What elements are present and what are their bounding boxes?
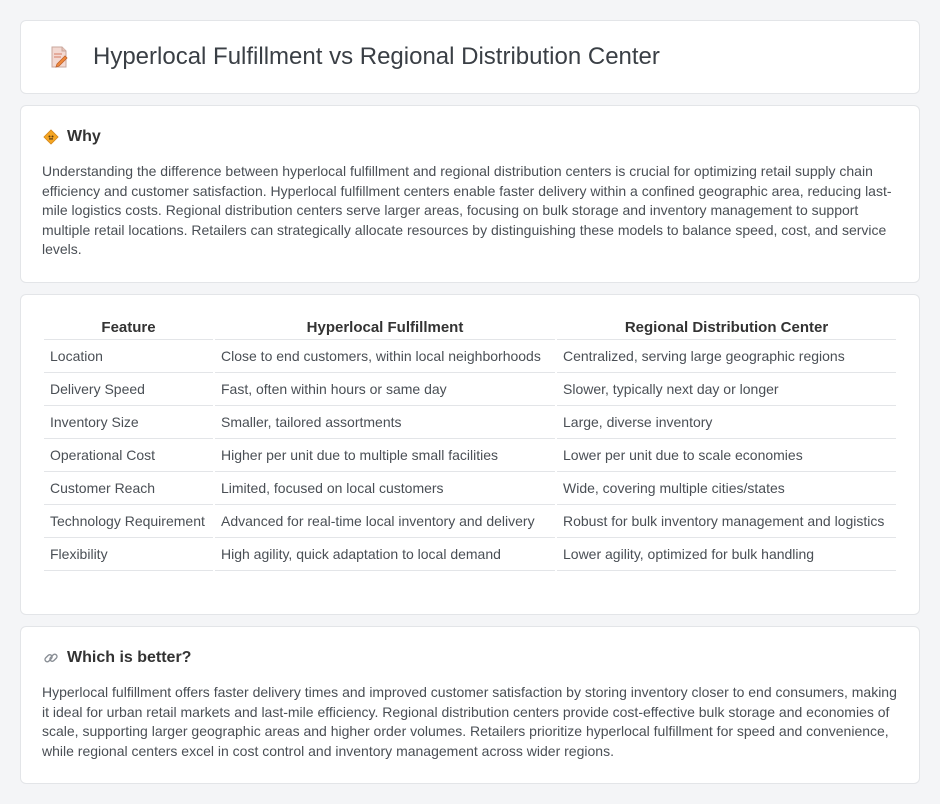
column-header-hyperlocal: Hyperlocal Fulfillment xyxy=(215,317,555,340)
why-title: Why xyxy=(67,128,101,145)
which-heading xyxy=(42,649,898,667)
why-section xyxy=(20,105,920,283)
feature-cell: Flexibility xyxy=(44,538,213,571)
feature-cell: Operational Cost xyxy=(44,439,213,472)
which-text: Hyperlocal fulfillment offers faster delivery times and improved customer satisfaction by storing inventory closer to end consumers, making it ideal for urban retail markets and last-mile efficiency. Regional distribution centers provide cost-effective bulk storage and economies of scale, supporting larger geographic areas and higher order volumes. Retailers prioritize hyperlocal fulfillment for speed and convenience, while regional centers excel in cost control and inventory management across wider regions. xyxy=(42,684,897,759)
hyperlocal-cell: Smaller, tailored assortments xyxy=(215,406,555,439)
table-row xyxy=(44,538,896,571)
diamond-sign-icon xyxy=(42,128,60,146)
hyperlocal-cell: High agility, quick adaptation to local demand xyxy=(215,538,555,571)
header-card xyxy=(20,20,920,94)
regional-cell: Centralized, serving large geographic regions xyxy=(557,340,896,373)
hyperlocal-cell: Limited, focused on local customers xyxy=(215,472,555,505)
hyperlocal-cell: Fast, often within hours or same day xyxy=(215,373,555,406)
regional-cell: Slower, typically next day or longer xyxy=(557,373,896,406)
table-row xyxy=(44,472,896,505)
feature-cell: Customer Reach xyxy=(44,472,213,505)
comparison-table-card xyxy=(20,294,920,615)
regional-cell: Wide, covering multiple cities/states xyxy=(557,472,896,505)
hyperlocal-cell: Close to end customers, within local neighborhoods xyxy=(215,340,555,373)
table-header-row xyxy=(44,317,896,340)
why-text: Understanding the difference between hyperlocal fulfillment and regional distribution centers is crucial for optimizing retail supply chain efficiency and customer satisfaction. Hyperlocal fulfillment centers enable faster delivery within a confined geographic area, reducing last-mile logistics costs. Regional distribution centers serve larger areas, focusing on bulk storage and inventory management to support multiple retail locations. Retailers can strategically allocate resources by distinguishing these models to balance speed, cost, and service levels. xyxy=(42,163,892,258)
regional-cell: Lower per unit due to scale economies xyxy=(557,439,896,472)
table-row xyxy=(44,406,896,439)
hyperlocal-cell: Advanced for real-time local inventory and delivery xyxy=(215,505,555,538)
feature-cell: Delivery Speed xyxy=(44,373,213,406)
column-header-regional: Regional Distribution Center xyxy=(557,317,896,340)
regional-cell: Lower agility, optimized for bulk handling xyxy=(557,538,896,571)
hyperlocal-cell: Higher per unit due to multiple small facilities xyxy=(215,439,555,472)
regional-cell: Robust for bulk inventory management and logistics xyxy=(557,505,896,538)
comparison-table xyxy=(42,317,898,571)
link-icon xyxy=(42,649,60,667)
page-title: Hyperlocal Fulfillment vs Regional Distribution Center xyxy=(93,43,660,70)
why-heading xyxy=(42,128,898,146)
column-header-feature: Feature xyxy=(44,317,213,340)
which-section xyxy=(20,626,920,784)
regional-cell: Large, diverse inventory xyxy=(557,406,896,439)
table-row xyxy=(44,505,896,538)
feature-cell: Technology Requirement xyxy=(44,505,213,538)
feature-cell: Location xyxy=(44,340,213,373)
table-row xyxy=(44,340,896,373)
feature-cell: Inventory Size xyxy=(44,406,213,439)
table-row xyxy=(44,439,896,472)
table-row xyxy=(44,373,896,406)
which-title: Which is better? xyxy=(67,649,192,666)
document-edit-icon xyxy=(47,44,73,70)
